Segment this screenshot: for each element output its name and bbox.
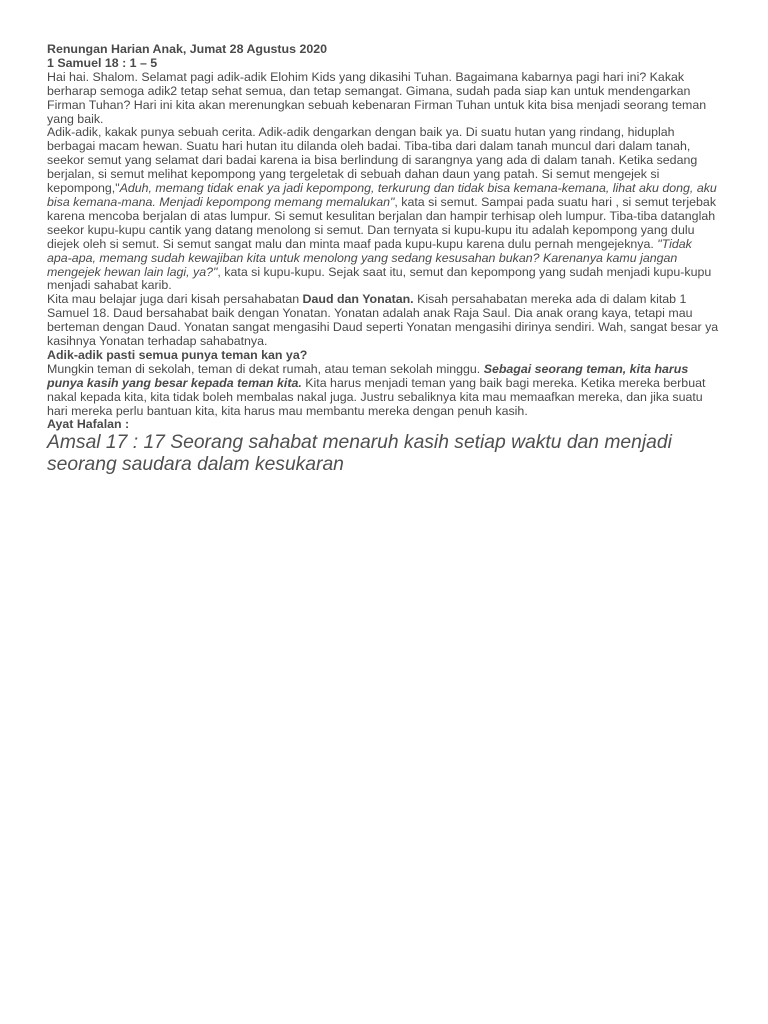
memory-verse-label: Ayat Hafalan : <box>47 417 130 432</box>
butterfly-quote: "Tidak apa-apa, memang sudah kewajiban kita untuk menolong yang sedang kesusahan bukan? Karenanya kamu jangan mengejek hewan lain lagi, ya?" <box>47 236 692 279</box>
lesson-paragraph <box>47 363 719 419</box>
devotional-document <box>47 43 719 476</box>
friends-names: Daud dan Yonatan. <box>302 292 414 307</box>
story-text-2: , kata si semut. Sampai pada suatu hari , si semut terjebak karena mencoba berjalan di atas lumpur. Si semut kesulitan berjalan dan hampir terhisap oleh lumpur. Tiba-tiba datanglah seekor kupu-kupu cantik yang datang menolong si semut. Dan ternyata si kupu-kupu itu adalah kepompong yang dulu diejek oleh si semut. Si semut sangat malu dan minta maaf pada kupu-kupu karena dulu pernah mengejeknya. <box>47 194 717 251</box>
friendship-text-1: Kita mau belajar juga dari kisah persahabatan <box>47 292 303 307</box>
question-heading: Adik-adik pasti semua punya teman kan ya? <box>47 347 308 362</box>
ant-quote: Aduh, memang tidak enak ya jadi kepompong, terkurung dan tidak bisa kemana-kemana, lihat aku dong, aku bisa kemana-mana. Menjadi kepompong memang memalukan" <box>47 181 717 209</box>
lesson-emphasis: Sebagai seorang teman, kita harus punya kasih yang besar kepada teman kita. <box>47 361 689 390</box>
lesson-text-1: Mungkin teman di sekolah, teman di dekat rumah, atau teman sekolah minggu. <box>47 361 484 376</box>
scripture-reference: 1 Samuel 18 : 1 – 5 <box>47 55 158 70</box>
intro-paragraph: Hai hai. Shalom. Selamat pagi adik-adik Elohim Kids yang dikasihi Tuhan. Bagaimana kabarnya pagi hari ini? Kakak berharap semoga adik2 tetap sehat semua, dan tetap semangat. Gimana, sudah pada siap kan untuk mendengarkan Firman Tuhan? Hari ini kita akan merenungkan sebuah kebenaran Firman Tuhan untuk kita bisa menjadi seorang teman yang baik. <box>47 69 707 126</box>
lesson-text-2: Kita harus menjadi teman yang baik bagi mereka. Ketika mereka berbuat nakal kepada kita, kita tidak boleh membalas nakal juga. Justru sebaliknya kita mau memaafkan mereka, dan jika suatu hari mereka perlu bantuan kita, kita harus mau membantu mereka dengan penuh kasih. <box>47 375 706 418</box>
memory-verse: Amsal 17 : 17 Seorang sahabat menaruh kasih setiap waktu dan menjadi seorang saudara dalam kesukaran <box>47 432 672 476</box>
friendship-text-2: Kisah persahabatan mereka ada di dalam kitab 1 Samuel 18. Daud bersahabat baik dengan Yonatan. Yonatan adalah anak Raja Saul. Dia anak orang kaya, tetapi mau berteman dengan Daud. Yonatan sangat mengasihi Daud seperti Yonatan mengasihi dirinya sendiri. Wah, sangat besar ya kasihnya Yonatan terhadap sahabatnya. <box>47 292 719 349</box>
document-title: Renungan Harian Anak, Jumat 28 Agustus 2020 <box>47 42 328 56</box>
story-text-3: , kata si kupu-kupu. Sejak saat itu, semut dan kepompong yang sudah menjadi kupu-kupu menjadi sahabat karib. <box>47 264 712 293</box>
friendship-paragraph <box>47 293 719 349</box>
story-paragraph <box>47 126 719 293</box>
story-text-1: Adik-adik, kakak punya sebuah cerita. Adik-adik dengarkan dengan baik ya. Di suatu hutan yang rindang, hiduplah berbagai macam hewan. Suatu hari hutan itu dilanda oleh badai. Tiba-tiba dari dalam tanah muncul dari dalam tanah, seekor semut yang selamat dari badai karena ia bisa berlindung di sarangnya yang ada di dalam tanah. Ketika sedang berjalan, si semut melihat kepompong yang tergeletak di sebuah dahan daun yang patah. Si semut mengejek si kepompong," <box>47 125 698 196</box>
